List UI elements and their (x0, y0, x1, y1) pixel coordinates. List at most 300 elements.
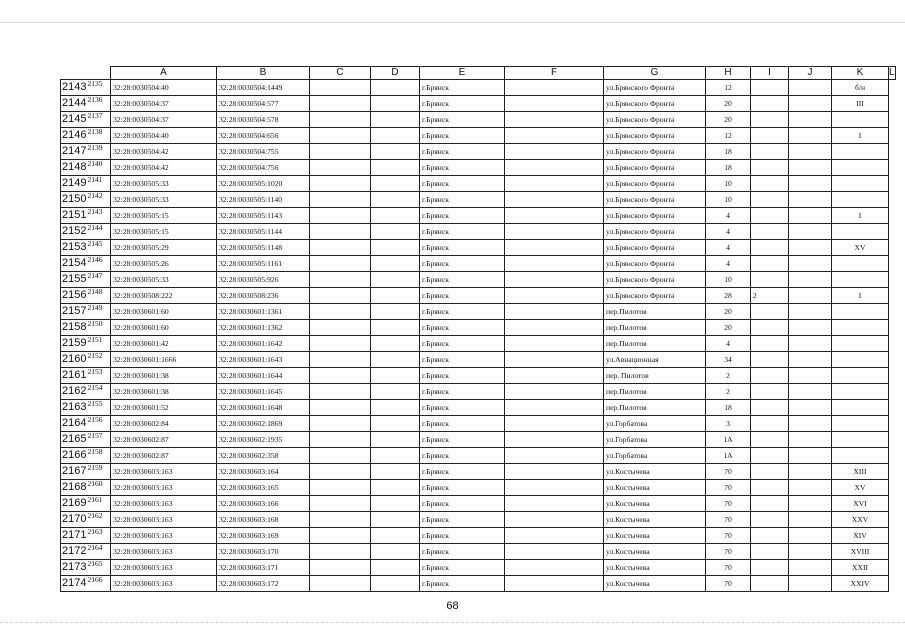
cell-g[interactable] (505, 512, 604, 528)
cell-e[interactable] (371, 528, 420, 544)
cell-l[interactable] (832, 112, 889, 128)
cell-h[interactable]: ул.Костычева (604, 544, 706, 560)
cell-h[interactable]: ул.Брянского Фронта (604, 144, 706, 160)
row-number-cell[interactable] (61, 368, 111, 384)
cell-l[interactable] (832, 384, 889, 400)
cell-b[interactable]: 32:28:0030601:60 (111, 304, 217, 320)
cell-i[interactable]: 12 (706, 128, 751, 144)
cell-d[interactable] (310, 416, 371, 432)
cell-e[interactable] (371, 480, 420, 496)
cell-l[interactable]: XV (832, 240, 889, 256)
cell-l[interactable] (832, 224, 889, 240)
cell-k[interactable] (789, 336, 832, 352)
cell-h[interactable]: ул.Костычева (604, 464, 706, 480)
cell-d[interactable] (310, 512, 371, 528)
row-number-cell[interactable] (61, 160, 111, 176)
cell-h[interactable]: ул.Брянского Фронта (604, 240, 706, 256)
column-header-l[interactable]: L (889, 67, 895, 78)
cell-d[interactable] (310, 224, 371, 240)
cell-b[interactable]: 32:28:0030505:33 (111, 192, 217, 208)
cell-h[interactable]: пер. Пилотов (604, 368, 706, 384)
cell-l[interactable] (832, 352, 889, 368)
cell-k[interactable] (789, 144, 832, 160)
cell-f[interactable]: г.Брянск (420, 288, 505, 304)
cell-f[interactable]: г.Брянск (420, 480, 505, 496)
row-number-cell[interactable] (61, 96, 111, 112)
cell-h[interactable]: ул.Брянского Фронта (604, 288, 706, 304)
row-number-cell[interactable] (61, 128, 111, 144)
row-number-cell[interactable] (61, 480, 111, 496)
cell-k[interactable] (789, 528, 832, 544)
cell-i[interactable]: 20 (706, 112, 751, 128)
cell-f[interactable]: г.Брянск (420, 112, 505, 128)
cell-g[interactable] (505, 400, 604, 416)
cell-f[interactable]: г.Брянск (420, 416, 505, 432)
cell-h[interactable]: ул.Костычева (604, 480, 706, 496)
cell-h[interactable]: ул.Брянского Фронта (604, 192, 706, 208)
cell-i[interactable]: 70 (706, 544, 751, 560)
row-number-cell[interactable] (61, 416, 111, 432)
cell-l[interactable]: XXV (832, 512, 889, 528)
cell-j[interactable] (751, 416, 789, 432)
row-number-cell[interactable] (61, 352, 111, 368)
cell-b[interactable]: 32:28:0030603:163 (111, 480, 217, 496)
cell-j[interactable] (751, 480, 789, 496)
cell-h[interactable]: ул.Костычева (604, 576, 706, 592)
cell-b[interactable]: 32:28:0030505:33 (111, 272, 217, 288)
cell-l[interactable]: I (832, 208, 889, 224)
cell-c[interactable]: 32:28:0030603:172 (217, 576, 310, 592)
cell-g[interactable] (505, 496, 604, 512)
cell-j[interactable]: 2 (751, 288, 789, 304)
row-number-cell[interactable] (61, 192, 111, 208)
cell-d[interactable] (310, 288, 371, 304)
cell-f[interactable]: г.Брянск (420, 512, 505, 528)
cell-j[interactable] (751, 384, 789, 400)
cell-e[interactable] (371, 80, 420, 96)
cell-k[interactable] (789, 128, 832, 144)
cell-k[interactable] (789, 240, 832, 256)
cell-e[interactable] (371, 400, 420, 416)
cell-j[interactable] (751, 80, 789, 96)
cell-d[interactable] (310, 400, 371, 416)
cell-d[interactable] (310, 256, 371, 272)
cell-d[interactable] (310, 80, 371, 96)
cell-i[interactable]: 70 (706, 528, 751, 544)
cell-j[interactable] (751, 112, 789, 128)
cell-l[interactable]: XIV (832, 528, 889, 544)
cell-d[interactable] (310, 496, 371, 512)
cell-b[interactable]: 32:28:0030603:163 (111, 512, 217, 528)
cell-e[interactable] (371, 144, 420, 160)
cell-d[interactable] (310, 144, 371, 160)
cell-i[interactable]: 2 (706, 368, 751, 384)
cell-c[interactable]: 32:28:0030505:1144 (217, 224, 310, 240)
cell-h[interactable]: ул.Брянского Фронта (604, 112, 706, 128)
cell-f[interactable]: г.Брянск (420, 384, 505, 400)
cell-c[interactable]: 32:28:0030505:1140 (217, 192, 310, 208)
cell-f[interactable]: г.Брянск (420, 256, 505, 272)
cell-h[interactable]: пер.Пилотов (604, 304, 706, 320)
cell-f[interactable]: г.Брянск (420, 320, 505, 336)
cell-h[interactable]: ул.Брянского Фронта (604, 208, 706, 224)
cell-k[interactable] (789, 256, 832, 272)
cell-k[interactable] (789, 112, 832, 128)
cell-e[interactable] (371, 560, 420, 576)
cell-k[interactable] (789, 560, 832, 576)
cell-f[interactable]: г.Брянск (420, 400, 505, 416)
cell-c[interactable]: 32:28:0030504:578 (217, 112, 310, 128)
cell-g[interactable] (505, 80, 604, 96)
cell-e[interactable] (371, 368, 420, 384)
cell-g[interactable] (505, 160, 604, 176)
cell-f[interactable]: г.Брянск (420, 576, 505, 592)
cell-l[interactable]: I (832, 288, 889, 304)
cell-g[interactable] (505, 256, 604, 272)
cell-d[interactable] (310, 448, 371, 464)
cell-f[interactable]: г.Брянск (420, 448, 505, 464)
cell-g[interactable] (505, 144, 604, 160)
cell-b[interactable]: 32:28:0030505:15 (111, 208, 217, 224)
cell-l[interactable] (832, 272, 889, 288)
cell-f[interactable]: г.Брянск (420, 496, 505, 512)
cell-g[interactable] (505, 352, 604, 368)
cell-j[interactable] (751, 512, 789, 528)
cell-e[interactable] (371, 512, 420, 528)
cell-k[interactable] (789, 352, 832, 368)
cell-l[interactable] (832, 336, 889, 352)
cell-d[interactable] (310, 208, 371, 224)
cell-h[interactable]: ул.Горбатова (604, 432, 706, 448)
cell-h[interactable]: ул.Брянского Фронта (604, 176, 706, 192)
cell-i[interactable]: 4 (706, 336, 751, 352)
cell-c[interactable]: 32:28:0030504:755 (217, 144, 310, 160)
cell-l[interactable]: XXIV (832, 576, 889, 592)
cell-c[interactable]: 32:28:0030601:1362 (217, 320, 310, 336)
cell-d[interactable] (310, 480, 371, 496)
cell-i[interactable]: 20 (706, 320, 751, 336)
cell-b[interactable]: 32:28:0030601:42 (111, 336, 217, 352)
cell-h[interactable]: ул.Горбатова (604, 416, 706, 432)
cell-k[interactable] (789, 512, 832, 528)
cell-d[interactable] (310, 176, 371, 192)
cell-g[interactable] (505, 272, 604, 288)
row-number-cell[interactable] (61, 464, 111, 480)
cell-i[interactable]: 18 (706, 144, 751, 160)
cell-g[interactable] (505, 304, 604, 320)
cell-e[interactable] (371, 272, 420, 288)
row-number-cell[interactable] (61, 336, 111, 352)
cell-j[interactable] (751, 176, 789, 192)
cell-k[interactable] (789, 192, 832, 208)
cell-c[interactable]: 32:28:0030504:1449 (217, 80, 310, 96)
cell-j[interactable] (751, 368, 789, 384)
cell-l[interactable] (832, 192, 889, 208)
cell-e[interactable] (371, 496, 420, 512)
cell-l[interactable]: б/н (832, 80, 889, 96)
cell-i[interactable]: 10 (706, 192, 751, 208)
cell-e[interactable] (371, 96, 420, 112)
row-number-cell[interactable] (61, 512, 111, 528)
cell-b[interactable]: 32:28:0030602:87 (111, 432, 217, 448)
cell-e[interactable] (371, 128, 420, 144)
cell-f[interactable]: г.Брянск (420, 208, 505, 224)
cell-l[interactable] (832, 432, 889, 448)
cell-b[interactable]: 32:28:0030603:163 (111, 576, 217, 592)
cell-i[interactable]: 20 (706, 96, 751, 112)
cell-k[interactable] (789, 368, 832, 384)
cell-c[interactable]: 32:28:0030603:171 (217, 560, 310, 576)
cell-e[interactable] (371, 176, 420, 192)
cell-b[interactable]: 32:28:0030602:84 (111, 416, 217, 432)
cell-l[interactable] (832, 304, 889, 320)
cell-e[interactable] (371, 320, 420, 336)
cell-h[interactable]: пер.Пилотов (604, 400, 706, 416)
cell-h[interactable]: пер.Пилотов (604, 320, 706, 336)
cell-g[interactable] (505, 336, 604, 352)
cell-c[interactable]: 32:28:0030504:577 (217, 96, 310, 112)
cell-f[interactable]: г.Брянск (420, 224, 505, 240)
row-number-cell[interactable] (61, 80, 111, 96)
cell-c[interactable]: 32:28:0030601:1643 (217, 352, 310, 368)
cell-k[interactable] (789, 320, 832, 336)
cell-l[interactable] (832, 320, 889, 336)
cell-h[interactable]: ул.Брянского Фронта (604, 272, 706, 288)
row-number-cell[interactable] (61, 144, 111, 160)
cell-d[interactable] (310, 96, 371, 112)
column-header-d[interactable]: D (371, 67, 420, 80)
cell-k[interactable] (789, 496, 832, 512)
cell-e[interactable] (371, 544, 420, 560)
cell-h[interactable]: ул.Костычева (604, 512, 706, 528)
cell-e[interactable] (371, 464, 420, 480)
cell-j[interactable] (751, 320, 789, 336)
cell-c[interactable]: 32:28:0030603:168 (217, 512, 310, 528)
cell-i[interactable]: 12 (706, 80, 751, 96)
cell-l[interactable]: III (832, 96, 889, 112)
cell-j[interactable] (751, 208, 789, 224)
column-header-e[interactable]: E (420, 67, 505, 80)
cell-b[interactable]: 32:28:0030603:163 (111, 544, 217, 560)
cell-f[interactable]: г.Брянск (420, 80, 505, 96)
cell-j[interactable] (751, 256, 789, 272)
row-number-cell[interactable] (61, 320, 111, 336)
row-number-cell[interactable] (61, 288, 111, 304)
cell-k[interactable] (789, 480, 832, 496)
cell-j[interactable] (751, 576, 789, 592)
cell-l[interactable] (832, 368, 889, 384)
cell-g[interactable] (505, 576, 604, 592)
cell-c[interactable]: 32:28:0030602:358 (217, 448, 310, 464)
cell-l[interactable] (832, 416, 889, 432)
cell-g[interactable] (505, 544, 604, 560)
cell-b[interactable]: 32:28:0030505:29 (111, 240, 217, 256)
cell-i[interactable]: 4 (706, 240, 751, 256)
cell-e[interactable] (371, 256, 420, 272)
cell-k[interactable] (789, 544, 832, 560)
cell-i[interactable]: 28 (706, 288, 751, 304)
cell-b[interactable]: 32:28:0030602:87 (111, 448, 217, 464)
cell-g[interactable] (505, 176, 604, 192)
cell-g[interactable] (505, 480, 604, 496)
cell-c[interactable]: 32:28:0030508:236 (217, 288, 310, 304)
cell-l[interactable] (832, 176, 889, 192)
cell-f[interactable]: г.Брянск (420, 528, 505, 544)
column-header-f[interactable]: F (505, 67, 604, 80)
cell-j[interactable] (751, 224, 789, 240)
cell-f[interactable]: г.Брянск (420, 96, 505, 112)
cell-k[interactable] (789, 160, 832, 176)
cell-e[interactable] (371, 160, 420, 176)
cell-c[interactable]: 32:28:0030603:164 (217, 464, 310, 480)
cell-i[interactable]: 4 (706, 224, 751, 240)
cell-f[interactable]: г.Брянск (420, 352, 505, 368)
cell-d[interactable] (310, 384, 371, 400)
cell-i[interactable]: 34 (706, 352, 751, 368)
cell-i[interactable]: 70 (706, 560, 751, 576)
column-header-a[interactable]: A (111, 67, 217, 80)
cell-h[interactable]: пер.Пилотов (604, 384, 706, 400)
row-number-cell[interactable] (61, 208, 111, 224)
cell-d[interactable] (310, 544, 371, 560)
cell-b[interactable]: 32:28:0030601:60 (111, 320, 217, 336)
cell-f[interactable]: г.Брянск (420, 336, 505, 352)
cell-f[interactable]: г.Брянск (420, 560, 505, 576)
cell-j[interactable] (751, 432, 789, 448)
cell-b[interactable]: 32:28:0030505:15 (111, 224, 217, 240)
cell-g[interactable] (505, 464, 604, 480)
cell-k[interactable] (789, 416, 832, 432)
cell-d[interactable] (310, 576, 371, 592)
cell-b[interactable]: 32:28:0030504:42 (111, 160, 217, 176)
cell-c[interactable]: 32:28:0030505:1020 (217, 176, 310, 192)
cell-i[interactable]: 20 (706, 304, 751, 320)
cell-k[interactable] (789, 432, 832, 448)
cell-k[interactable] (789, 96, 832, 112)
cell-d[interactable] (310, 368, 371, 384)
cell-g[interactable] (505, 192, 604, 208)
cell-e[interactable] (371, 352, 420, 368)
cell-k[interactable] (789, 80, 832, 96)
row-number-cell[interactable] (61, 448, 111, 464)
cell-c[interactable]: 32:28:0030603:166 (217, 496, 310, 512)
cell-f[interactable]: г.Брянск (420, 192, 505, 208)
cell-c[interactable]: 32:28:0030505:1161 (217, 256, 310, 272)
cell-j[interactable] (751, 128, 789, 144)
cell-g[interactable] (505, 384, 604, 400)
cell-b[interactable]: 32:28:0030603:163 (111, 496, 217, 512)
row-number-cell[interactable] (61, 224, 111, 240)
row-number-cell[interactable] (61, 112, 111, 128)
cell-j[interactable] (751, 304, 789, 320)
cell-c[interactable]: 32:28:0030602:1869 (217, 416, 310, 432)
cell-e[interactable] (371, 448, 420, 464)
cell-l[interactable] (832, 448, 889, 464)
cell-e[interactable] (371, 336, 420, 352)
cell-l[interactable]: XVI (832, 496, 889, 512)
cell-b[interactable]: 32:28:0030603:163 (111, 528, 217, 544)
cell-g[interactable] (505, 208, 604, 224)
column-header-b[interactable]: B (217, 67, 310, 80)
cell-g[interactable] (505, 528, 604, 544)
cell-l[interactable] (832, 144, 889, 160)
cell-b[interactable]: 32:28:0030504:40 (111, 80, 217, 96)
cell-d[interactable] (310, 320, 371, 336)
cell-j[interactable] (751, 448, 789, 464)
cell-k[interactable] (789, 224, 832, 240)
row-number-cell[interactable] (61, 432, 111, 448)
row-number-cell[interactable] (61, 544, 111, 560)
cell-g[interactable] (505, 320, 604, 336)
cell-d[interactable] (310, 304, 371, 320)
cell-c[interactable]: 32:28:0030505:1143 (217, 208, 310, 224)
cell-h[interactable]: ул.Брянского Фронта (604, 256, 706, 272)
cell-e[interactable] (371, 416, 420, 432)
cell-i[interactable]: 1А (706, 432, 751, 448)
cell-g[interactable] (505, 432, 604, 448)
cell-d[interactable] (310, 112, 371, 128)
row-number-cell[interactable] (61, 576, 111, 592)
cell-e[interactable] (371, 576, 420, 592)
cell-i[interactable]: 70 (706, 576, 751, 592)
cell-b[interactable]: 32:28:0030505:33 (111, 176, 217, 192)
cell-d[interactable] (310, 272, 371, 288)
cell-k[interactable] (789, 304, 832, 320)
cell-i[interactable]: 10 (706, 272, 751, 288)
cell-b[interactable]: 32:28:0030504:42 (111, 144, 217, 160)
cell-e[interactable] (371, 112, 420, 128)
cell-h[interactable]: ул.Костычева (604, 528, 706, 544)
cell-h[interactable]: ул.Брянского Фронта (604, 80, 706, 96)
cell-c[interactable]: 32:28:0030601:1648 (217, 400, 310, 416)
cell-j[interactable] (751, 560, 789, 576)
cell-i[interactable]: 70 (706, 480, 751, 496)
cell-c[interactable]: 32:28:0030505:1148 (217, 240, 310, 256)
cell-d[interactable] (310, 336, 371, 352)
cell-d[interactable] (310, 432, 371, 448)
cell-f[interactable]: г.Брянск (420, 304, 505, 320)
cell-d[interactable] (310, 192, 371, 208)
cell-j[interactable] (751, 240, 789, 256)
cell-e[interactable] (371, 432, 420, 448)
cell-g[interactable] (505, 96, 604, 112)
cell-c[interactable]: 32:28:0030601:1361 (217, 304, 310, 320)
cell-k[interactable] (789, 272, 832, 288)
cell-j[interactable] (751, 144, 789, 160)
cell-f[interactable]: г.Брянск (420, 368, 505, 384)
cell-j[interactable] (751, 496, 789, 512)
cell-b[interactable]: 32:28:0030504:40 (111, 128, 217, 144)
cell-d[interactable] (310, 560, 371, 576)
cell-c[interactable]: 32:28:0030601:1644 (217, 368, 310, 384)
cell-h[interactable]: ул.Горбатова (604, 448, 706, 464)
row-number-cell[interactable] (61, 176, 111, 192)
cell-l[interactable] (832, 256, 889, 272)
cell-c[interactable]: 32:28:0030603:170 (217, 544, 310, 560)
cell-k[interactable] (789, 176, 832, 192)
cell-c[interactable]: 32:28:0030603:165 (217, 480, 310, 496)
cell-f[interactable]: г.Брянск (420, 544, 505, 560)
cell-b[interactable]: 32:28:0030601:52 (111, 400, 217, 416)
cell-l[interactable]: XVIII (832, 544, 889, 560)
cell-h[interactable]: ул.Брянского Фронта (604, 128, 706, 144)
column-header-h[interactable]: H (706, 67, 751, 80)
cell-d[interactable] (310, 464, 371, 480)
cell-e[interactable] (371, 304, 420, 320)
cell-e[interactable] (371, 240, 420, 256)
cell-l[interactable]: XXII (832, 560, 889, 576)
cell-j[interactable] (751, 464, 789, 480)
